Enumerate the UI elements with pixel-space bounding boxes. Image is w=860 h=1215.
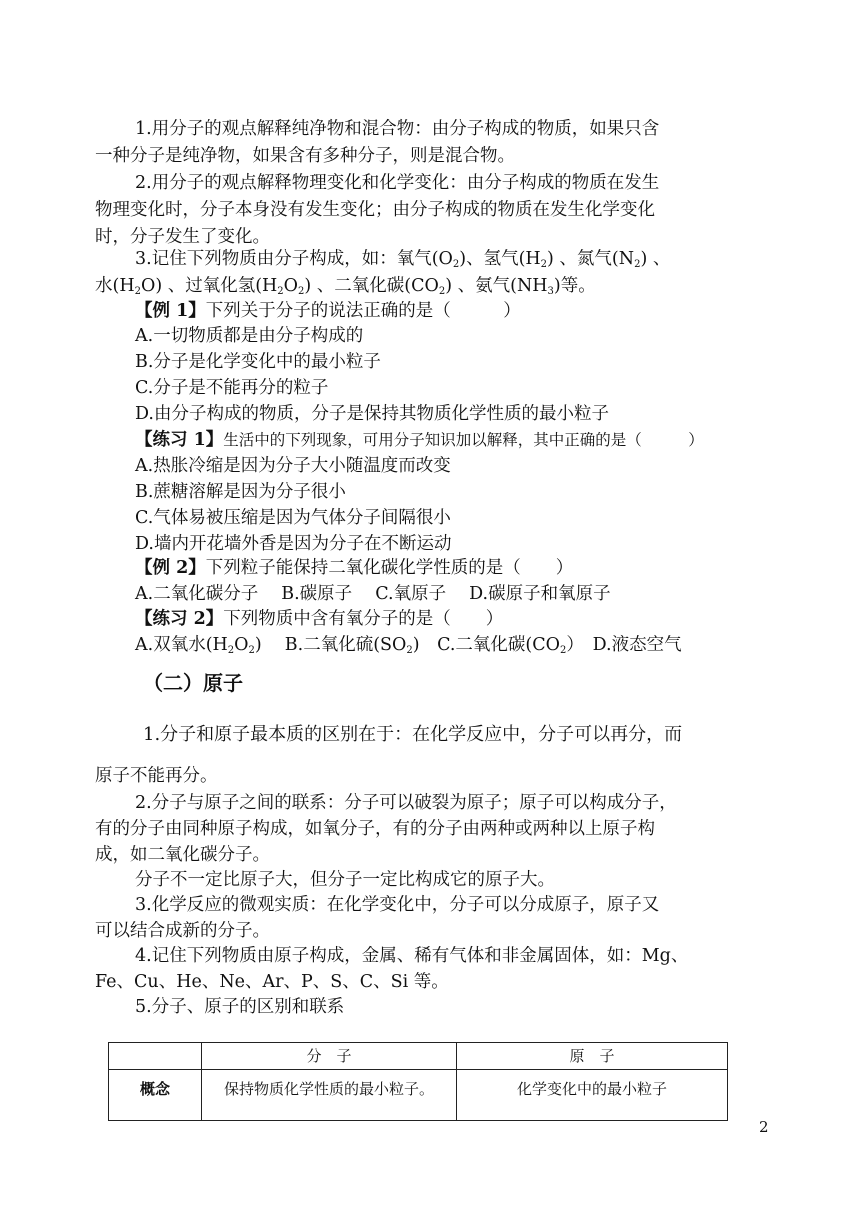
paragraph-line: 1.用分子的观点解释纯净物和混合物：由分子构成的物质，如果只含 bbox=[135, 119, 660, 139]
option-c: C.气体易被压缩是因为气体分子间隔很小 bbox=[135, 508, 451, 528]
table-header-row bbox=[109, 1043, 728, 1070]
paragraph-line: 2.用分子的观点解释物理变化和化学变化：由分子构成的物质在发生 bbox=[135, 173, 660, 193]
paragraph-line: 3.记住下列物质由分子构成，如：氧气$(O_2)$、氢气$(H_2)$ 、氮气$(N_2)$ 、 bbox=[135, 249, 671, 270]
practice-1-question: 【练习 1】生活中的下列现象，可用分子知识加以解释，其中正确的是（ ） bbox=[135, 430, 704, 450]
paragraph-line: 2.分子与原子之间的联系：分子可以破裂为原子；原子可以构成分子， bbox=[135, 793, 677, 813]
table-row bbox=[109, 1070, 728, 1121]
paragraph-line: 分子不一定比原子大，但分子一定比构成它的原子大。 bbox=[135, 870, 555, 890]
option-d: D.墙内开花墙外香是因为分子在不断运动 bbox=[135, 534, 452, 554]
option-d: D.由分子构成的物质，分子是保持其物质化学性质的最小粒子 bbox=[135, 404, 609, 424]
row-label: 概念 bbox=[109, 1070, 202, 1121]
option-b: B.分子是化学变化中的最小粒子 bbox=[135, 352, 381, 372]
option-c: C.分子是不能再分的粒子 bbox=[135, 378, 329, 398]
paragraph-line: 可以结合成新的分子。 bbox=[95, 921, 270, 941]
comparison-table bbox=[108, 1042, 728, 1121]
paragraph-line: 1.分子和原子最本质的区别在于：在化学反应中，分子可以再分，而 bbox=[143, 724, 683, 745]
cell-atom: 化学变化中的最小粒子 bbox=[457, 1070, 728, 1121]
paragraph-line: 一种分子是纯净物，如果含有多种分子，则是混合物。 bbox=[95, 146, 515, 166]
table-header-blank bbox=[109, 1043, 202, 1070]
example-2-question: 【例 2】下列粒子能保持二氧化碳化学性质的是（ ） bbox=[135, 558, 574, 578]
paragraph-line: 时，分子发生了变化。 bbox=[95, 227, 270, 247]
example-2-options: A.二氧化碳分子 B.碳原子 C.氧原子 D.碳原子和氧原子 bbox=[135, 584, 611, 604]
option-a: A.一切物质都是由分子构成的 bbox=[135, 326, 364, 346]
section-heading: （二）原子 bbox=[143, 671, 243, 695]
paragraph-line: 有的分子由同种原子构成，如氧分子，有的分子由两种或两种以上原子构 bbox=[95, 819, 655, 839]
paragraph-line: Fe、Cu、He、Ne、Ar、P、S、C、Si 等。 bbox=[95, 972, 449, 992]
paragraph-line: 5.分子、原子的区别和联系 bbox=[135, 997, 345, 1017]
practice-2-options: A.双氧水$(H_2O_2)$ B.二氧化硫$(SO_2)$ C.二氧化碳$(CO_2)$ D.液态空气 bbox=[135, 635, 682, 656]
practice-2-question: 【练习 2】下列物质中含有氧分子的是（ ） bbox=[135, 609, 504, 629]
table-header-molecule: 分 子 bbox=[202, 1043, 457, 1070]
table-header-atom: 原 子 bbox=[457, 1043, 728, 1070]
paragraph-line: 3.化学反应的微观实质：在化学变化中，分子可以分成原子，原子又 bbox=[135, 895, 660, 915]
example-1-question: 【例 1】下列关于分子的说法正确的是（ ） bbox=[135, 301, 521, 321]
page-number: 2 bbox=[759, 1118, 769, 1136]
paragraph-line: 成，如二氧化碳分子。 bbox=[95, 845, 270, 865]
option-a: A.热胀冷缩是因为分子大小随温度而改变 bbox=[135, 456, 451, 476]
paragraph-line: 4.记住下列物质由原子构成，金属、稀有气体和非金属固体，如：Mg、 bbox=[135, 946, 689, 966]
paragraph-line: 物理变化时，分子本身没有发生变化；由分子构成的物质在发生化学变化 bbox=[95, 200, 655, 220]
cell-molecule: 保持物质化学性质的最小粒子。 bbox=[202, 1070, 457, 1121]
option-b: B.蔗糖溶解是因为分子很小 bbox=[135, 482, 346, 502]
paragraph-line: 水$(H_2O)$ 、过氧化氢$(H_2O_2)$ 、二氧化碳$(CO_2)$ 、氨气$(NH_3)$等。 bbox=[95, 276, 596, 297]
paragraph-line: 原子不能再分。 bbox=[95, 766, 218, 786]
